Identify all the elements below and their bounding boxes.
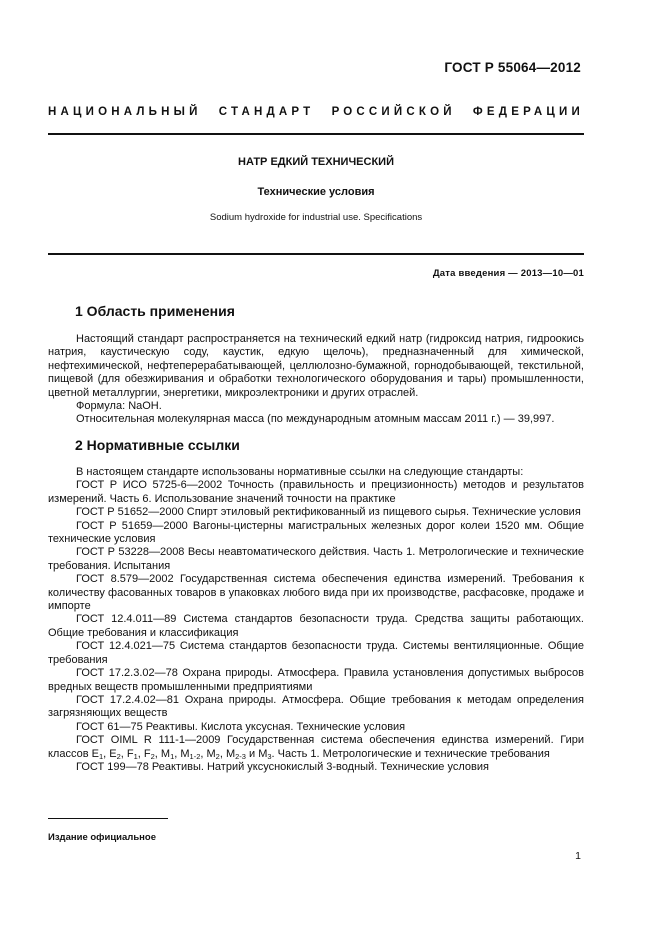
page-number: 1 [575, 850, 581, 862]
oiml-class: , F [137, 747, 151, 760]
document-code: ГОСТ Р 55064—2012 [444, 60, 581, 75]
document-subtitle: Технические условия [257, 186, 375, 198]
reference-item: ГОСТ Р 51652—2000 Спирт этиловый ректификованный из пищевого сырья. Технические условия [76, 506, 581, 519]
reference-item: ГОСТ Р 51659—2000 Вагоны-цистерны магистральных железных дорог колеи 1520 мм. Общие технические условия [48, 519, 584, 546]
top-divider [48, 133, 584, 135]
oiml-class-sub: 3 [267, 751, 272, 761]
section-2-heading: 2 Нормативные ссылки [75, 437, 240, 453]
oiml-lead: ГОСТ OIML R 111-1—2009 Государственная система обеспечения единства измерений. Гири классов [48, 734, 584, 760]
oiml-class-sub: 1 [170, 751, 175, 761]
reference-item: ГОСТ Р ИСО 5725-6—2002 Точность (правильность и прецизионность) методов и результатов измерений. Часть 6. Использование значений точности на практике [48, 479, 584, 505]
reference-intro: В настоящем стандарте использованы нормативные ссылки на следующие стандарты: [76, 466, 524, 478]
oiml-class-sub: 1 [133, 751, 138, 761]
oiml-class: и M [245, 747, 268, 760]
section-1-paragraph: Относительная молекулярная масса (по международным атомным массам 2011 г.) — 39,997. [76, 413, 555, 426]
oiml-tail: . Часть 1. Метрологические и технические требования [271, 747, 550, 760]
document-title-english: Sodium hydroxide for industrial use. Specifications [209, 212, 423, 223]
oiml-class: , M [174, 747, 190, 760]
banner-word-3: РОССИЙСКОЙ [331, 106, 456, 118]
oiml-class-sub: 2 [215, 751, 220, 761]
reference-item: ГОСТ 61—75 Реактивы. Кислота уксусная. Технические условия [76, 720, 406, 733]
footer-divider [48, 818, 168, 819]
banner-word-1: НАЦИОНАЛЬНЫЙ [48, 106, 202, 118]
reference-item: ГОСТ 8.579—2002 Государственная система обеспечения единства измерений. Требования к количеству фасованных товаров в упаковках любого вида при их производстве, расфасовке, продаже и импорте [48, 573, 584, 613]
oiml-class-sub: 2 [150, 751, 155, 761]
section-1-body [48, 333, 584, 427]
reference-item: ГОСТ Р 53228—2008 Весы неавтоматического действия. Часть 1. Метрологические и технические требования. Испытания [48, 546, 584, 572]
document-title: НАТР ЕДКИЙ ТЕХНИЧЕСКИЙ [238, 156, 394, 168]
reference-item: ГОСТ 199—78 Реактивы. Натрий уксуснокислый 3-водный. Технические условия [76, 760, 489, 773]
reference-item: ГОСТ 12.4.011—89 Система стандартов безопасности труда. Средства защиты работающих. Общие требования и классификация [48, 613, 584, 639]
reference-item: ГОСТ 17.2.3.02—78 Охрана природы. Атмосфера. Правила установления допустимых выбросов вредных веществ промышленными предприятиями [48, 667, 584, 693]
oiml-class: E [91, 747, 99, 760]
standard-banner [48, 106, 584, 118]
edition-label: Издание официальное [48, 832, 156, 843]
section-1-paragraph: Формула: NaOH. [76, 400, 162, 413]
section-1-heading: 1 Область применения [75, 303, 235, 319]
reference-item-oiml [48, 734, 584, 761]
section-2-body [48, 466, 584, 774]
section-1-paragraph: Настоящий стандарт распространяется на технический едкий натр (гидроксид натрия, гидроокись натрия, каустическую соду, каустик, едкую щелочь), предназначенный для химической, нефтехимической, нефтеперерабатывающей, целлюлозно-бумажной, горнодобывающей, текстильной, пищевой (для обезжиривания и обработки технологического оборудования и тары) промышленности, цветной металлургии, энергетики, микроэлектроники и других отраслей. [48, 333, 584, 399]
banner-word-4: ФЕДЕРАЦИИ [472, 106, 584, 118]
oiml-class: , M [219, 747, 236, 760]
oiml-class-sub: 2-3 [235, 751, 246, 761]
oiml-class-sub: 1-2 [189, 751, 201, 761]
oiml-class: , F [120, 747, 134, 760]
oiml-class: , M [154, 747, 171, 760]
title-divider [48, 253, 584, 255]
oiml-class-sub: 2 [116, 751, 121, 761]
banner-word-2: СТАНДАРТ [218, 106, 315, 118]
oiml-class: , M [200, 747, 216, 760]
introduction-date: Дата введения — 2013—10—01 [432, 268, 584, 279]
reference-item: ГОСТ 17.2.4.02—81 Охрана природы. Атмосфера. Общие требования к методам определения загрязняющих веществ [48, 693, 584, 720]
reference-item: ГОСТ 12.4.021—75 Система стандартов безопасности труда. Системы вентиляционные. Общие требования [48, 640, 584, 666]
oiml-class-sub: 1 [98, 751, 104, 761]
oiml-class: , E [103, 747, 117, 760]
